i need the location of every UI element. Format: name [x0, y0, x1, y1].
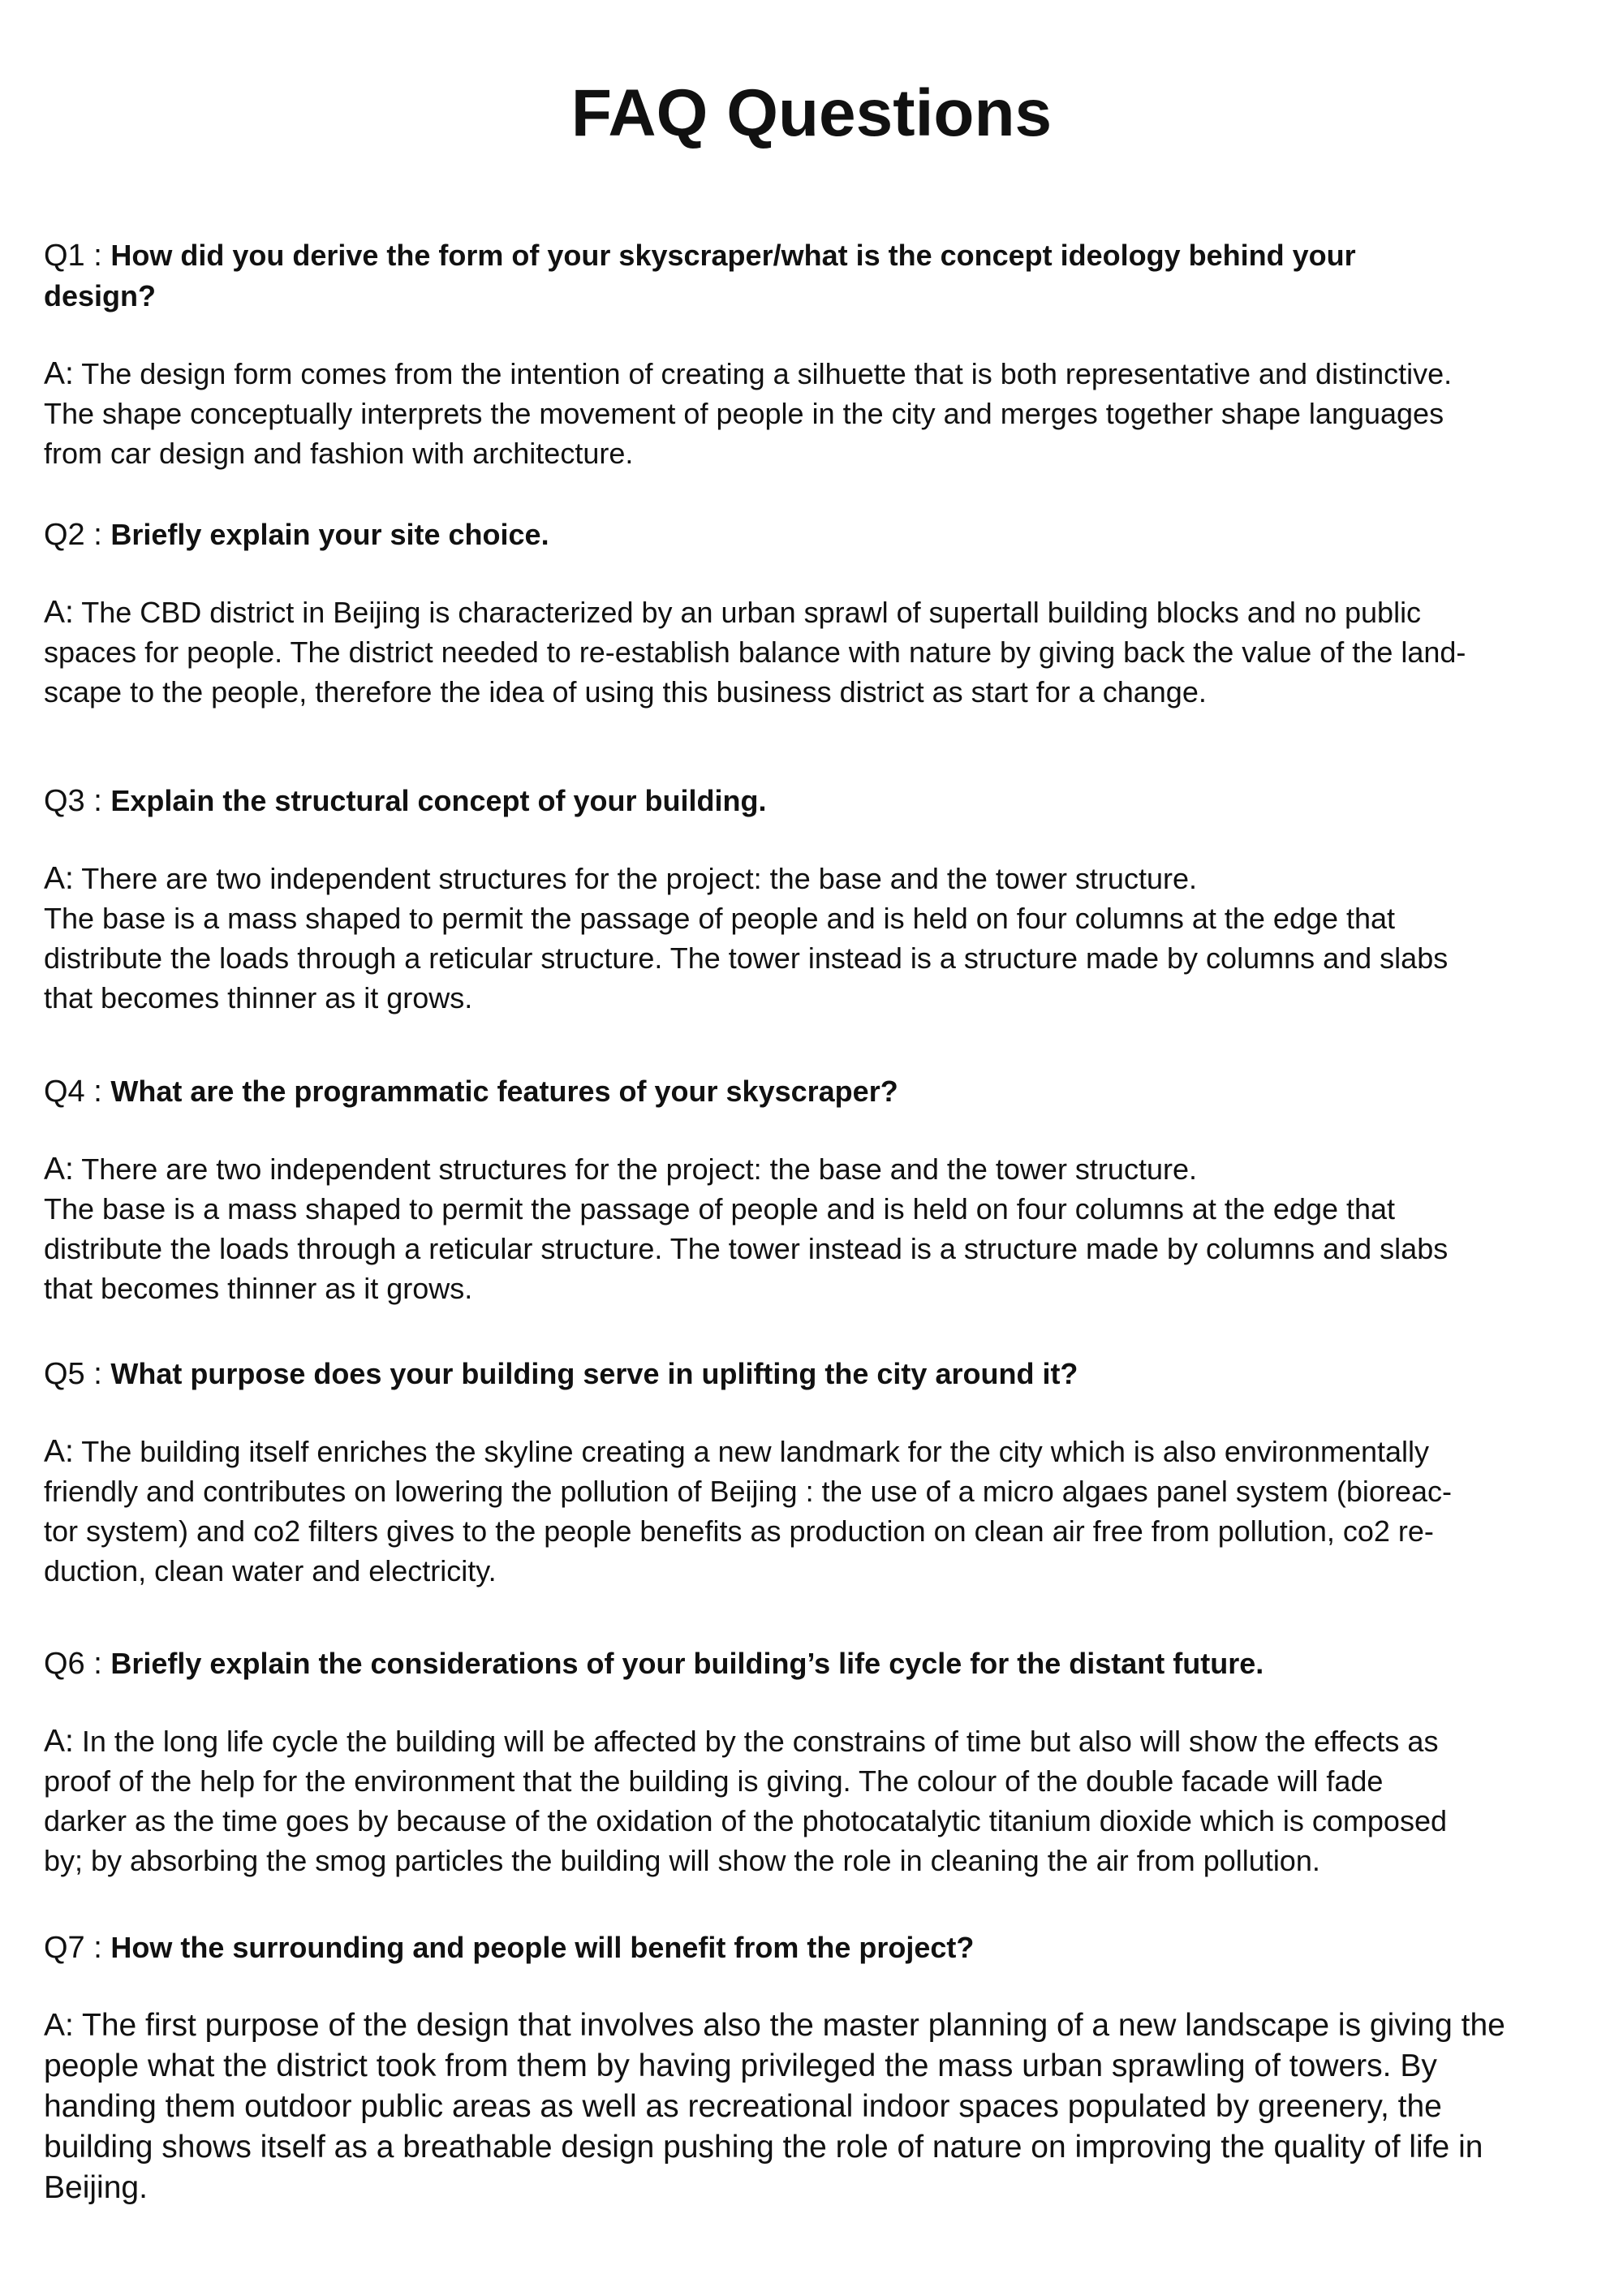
- faq-item-q2: [44, 515, 1586, 709]
- answer-line: by; by absorbing the smog particles the building will show the role in cleaning the air from pollution.: [44, 1844, 1320, 1877]
- answer-line: The base is a mass shaped to permit the passage of people and is held on four columns at the edge that: [44, 902, 1396, 935]
- question-number: Q1 :: [44, 239, 111, 273]
- question-number: Q7 :: [44, 1931, 111, 1965]
- question-text: What purpose does your building serve in uplifting the city around it?: [110, 1357, 1078, 1390]
- question-number: Q3 :: [44, 784, 111, 818]
- answer-line: [44, 859, 1586, 898]
- answer-line: from car design and fashion with architecture.: [44, 437, 634, 470]
- faq-item-q3: [44, 781, 1586, 1014]
- question-text: How did you derive the form of your skyscraper/what is the concept ideology behind your: [110, 239, 1356, 272]
- answer: [44, 2005, 1586, 2208]
- question: [44, 1928, 1586, 1968]
- answer-prefix: A:: [44, 861, 74, 896]
- answer-line: The base is a mass shaped to permit the passage of people and is held on four columns at the edge that: [44, 1192, 1396, 1226]
- answer-line: The shape conceptually interprets the movement of people in the city and merges together shape languages: [44, 397, 1444, 430]
- answer: [44, 1432, 1586, 1591]
- answer-line: that becomes thinner as it grows.: [44, 981, 473, 1014]
- answer: [44, 354, 1586, 473]
- answer-line: spaces for people. The district needed to re-establish balance with nature by giving back the value of the land-: [44, 635, 1466, 669]
- question-text-cont: design?: [44, 279, 157, 312]
- question: [44, 515, 1586, 555]
- answer-line: distribute the loads through a reticular structure. The tower instead is a structure made by columns and slabs: [44, 941, 1449, 975]
- answer-text: The design form comes from the intention of creating a silhuette that is both representative and distinctive.: [73, 357, 1453, 390]
- question-text: Explain the structural concept of your building.: [110, 784, 767, 817]
- answer-line: handing them outdoor public areas as well as recreational indoor spaces populated by greenery, the: [44, 2089, 1442, 2124]
- question-number: Q6 :: [44, 1647, 111, 1681]
- answer-text: The CBD district in Beijing is characterized by an urban sprawl of supertall building blocks and no public: [73, 596, 1422, 629]
- question-text: What are the programmatic features of your skyscraper?: [110, 1075, 898, 1108]
- answer-line: people what the district took from them by having privileged the mass urban sprawling of towers. By: [44, 2048, 1437, 2083]
- answer-line: scape to the people, therefore the idea of using this business district as start for a change.: [44, 675, 1207, 709]
- answer-text: The first purpose of the design that involves also the master planning of a new landscape is giving the: [73, 2008, 1505, 2043]
- answer-prefix: A:: [44, 356, 74, 391]
- question-number: Q2 :: [44, 518, 111, 552]
- answer-line: [44, 354, 1586, 394]
- answer-text: There are two independent structures for the project: the base and the tower structure.: [73, 1152, 1197, 1186]
- answer-line: [44, 592, 1586, 632]
- question: [44, 1071, 1586, 1112]
- question-text: Briefly explain your site choice.: [110, 518, 549, 551]
- answer-prefix: A:: [44, 595, 74, 630]
- question: [44, 1354, 1586, 1394]
- faq-item-q1: [44, 235, 1586, 470]
- answer: [44, 1149, 1586, 1308]
- faq-item-q5: [44, 1354, 1586, 1587]
- answer: [44, 1721, 1586, 1880]
- question-text: Briefly explain the considerations of your building’s life cycle for the distant future.: [110, 1647, 1264, 1680]
- answer-line: [44, 1721, 1586, 1761]
- question: [44, 1643, 1586, 1684]
- answer-text: The building itself enriches the skyline creating a new landmark for the city which is also environmentally: [73, 1435, 1430, 1468]
- answer: [44, 859, 1586, 1018]
- answer-line: [44, 1432, 1586, 1471]
- answer-line: distribute the loads through a reticular structure. The tower instead is a structure made by columns and slabs: [44, 1232, 1449, 1265]
- answer: [44, 592, 1586, 712]
- answer-line: building shows itself as a breathable design pushing the role of nature on improving the quality of life in: [44, 2130, 1483, 2165]
- question: [44, 781, 1586, 821]
- answer-prefix: A:: [44, 1434, 74, 1469]
- question: [44, 235, 1586, 317]
- answer-prefix: A:: [44, 1152, 74, 1187]
- page-title: FAQ Questions: [570, 76, 1053, 150]
- faq-item-q4: [44, 1071, 1586, 1305]
- answer-text: There are two independent structures for the project: the base and the tower structure.: [73, 862, 1197, 895]
- answer-text: In the long life cycle the building will be affected by the constrains of time but also will show the effects as: [73, 1725, 1439, 1758]
- answer-prefix: A:: [44, 2008, 74, 2043]
- answer-line: friendly and contributes on lowering the pollution of Beijing : the use of a micro algaes panel system (bioreac-: [44, 1475, 1452, 1508]
- answer-line: [44, 1149, 1586, 1189]
- faq-item-q6: [44, 1643, 1586, 1877]
- answer-line: duction, clean water and electricity.: [44, 1554, 497, 1587]
- answer-line: proof of the help for the environment that the building is giving. The colour of the double facade will fade: [44, 1764, 1384, 1798]
- answer-line: that becomes thinner as it grows.: [44, 1272, 473, 1305]
- question-number: Q5 :: [44, 1357, 111, 1391]
- answer-line: tor system) and co2 filters gives to the people benefits as production on clean air free from pollution, co2 re-: [44, 1514, 1434, 1548]
- question-text: How the surrounding and people will benefit from the project?: [110, 1931, 975, 1964]
- answer-prefix: A:: [44, 1724, 74, 1759]
- answer-line: Beijing.: [44, 2170, 148, 2205]
- answer-line: darker as the time goes by because of the oxidation of the photocatalytic titanium dioxide which is composed: [44, 1804, 1447, 1837]
- faq-item-q7: [44, 1928, 1586, 2205]
- answer-line: [44, 2005, 1586, 2046]
- question-number: Q4 :: [44, 1075, 111, 1109]
